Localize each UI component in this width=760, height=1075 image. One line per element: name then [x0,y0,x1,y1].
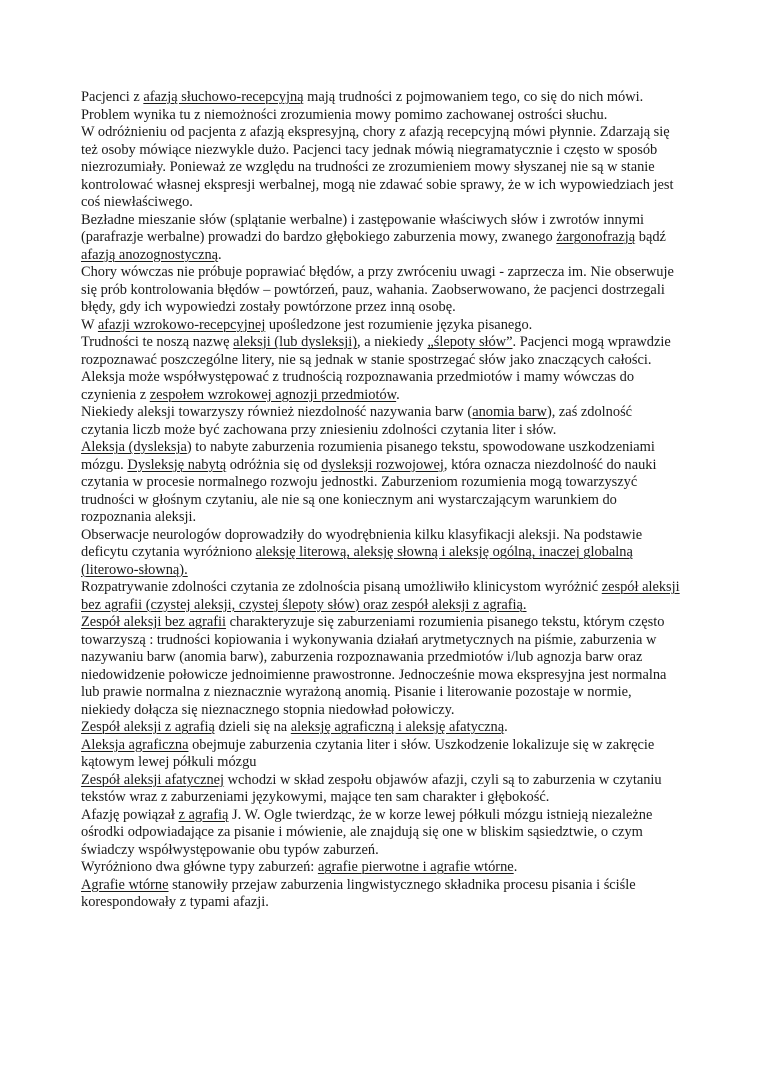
term-acquired-dyslexia: Dysleksję nabytą [127,456,227,473]
paragraph-agraphic-alexia: Aleksja agraficzna obejmuje zaburzenia czytania liter i słów. Uszkodzenie lokalizuje się w zakręcie kątowym lewej półkuli mózgu [81,736,655,770]
paragraph-alexia-agraphia-syndromes: Rozpatrywanie zdolności czytania ze zdolnościa pisaną umożliwiło klinicystom wyróżnić zespół aleksji bez agrafii (czystej aleksji, czystej ślepoty słów) oraz zespół aleksji z agrafią. [81,579,680,613]
term-aphasic-alexia: Zespół aleksji afatycznej [81,771,225,788]
term-color-anomia: anomia barw [472,404,547,420]
paragraph-receptive-vs-expressive: W odróżnieniu od pacjenta z afazją ekspresyjną, chory z afazją recepcyjną mówi płynnie. Zdarzają się też osoby mówiące niezwykle dużo. Pacjenci tacy jednak mówią niegramatycznie i często w sposób niezrozumiały. Ponieważ ze względu na trudności ze zrozumieniem mowy słyszanej nie są w stanie kontrolować własnej ekspresji werbalnej, mogą nie zdawać sobie sprawy, że w ich wypowiedziach jest coś niewłaściwego. [81,124,674,210]
term-alexia-without-agraphia: Zespół aleksji bez agrafii [81,614,227,630]
paragraph-ogle: Afazję powiązał z agrafią J. W. Ogle twierdząc, że w korze lewej półkuli mózgu istnieją niezależne ośrodki odpowiadające za pisanie i mówienie, ale znajdują się one w bliskim sąsiedztwie, o czym świadczy współwystępowanie obu typów zaburzeń. [81,806,653,858]
paragraph-alexia-definition: Trudności te noszą nazwę aleksji (lub dysleksji), a niekiedy „ślepoty słów”. Pacjenci mogą wprawdzie rozpoznawać poszczególne litery, nie są jednak w stanie spostrzegać słów jako znaczących całości. [81,334,671,368]
term-secondary-agraphia: Agrafie wtórne [81,876,169,893]
term-alexia-with-agraphia: Zespół aleksji z agrafią [81,719,215,735]
term-visual-object-agnosia: zespołem wzrokowej agnozji przedmiotów [149,386,397,403]
paragraph-secondary-agraphia: Agrafie wtórne stanowiły przejaw zaburzenia lingwistycznego składnika procesu pisania i ściśle korespondowały z typami afazji. [81,876,636,910]
term-word-blindness: „ślepoty słów” [427,334,513,350]
document-page [81,89,681,912]
term-anosognosic-aphasia: afazją anozognostyczną [81,246,219,263]
term-primary-secondary-agraphia: agrafie pierwotne i agrafie wtórne [317,859,514,875]
term-agraphic-alexia: Aleksja agraficzna [81,736,189,753]
term-alexia-dyslexia-2: Aleksja (dysleksja [81,439,187,455]
paragraph-acquired-dyslexia: Aleksja (dysleksja) to nabyte zaburzenia rozumienia pisanego tekstu, spowodowane uszkodzeniami mózgu. Dysleksję nabytą odróżnia się od dysleksji rozwojowej, która oznacza niezdolność do nauki czytania w procesie normalnego rozwoju jednostki. Zaburzeniom rozumienia mogą towarzyszyć trudności w głośnym czytaniu, ale nie są one koniecznym ani wystarczającym warunkiem do rozpoznania aleksji. [81,439,657,525]
paragraph-alexia-with-agraphia: Zespół aleksji z agrafią dzieli się na aleksję agraficzną i aleksję afatyczną. [81,719,508,735]
term-alexia-syndromes: zespół aleksji bez agrafii (czystej aleksji, czystej ślepoty słów) oraz zespół aleksji z agrafią. [81,579,680,613]
term-visual-receptive-aphasia: afazji wzrokowo-recepcyjnej [97,316,266,333]
paragraph-alexia-without-agraphia: Zespół aleksji bez agrafii charakteryzuje się zaburzeniami rozumienia pisanego tekstu, którym często towarzyszą : trudności kopiowania i wykonywania działań arytmetycznych na piśmie, zaburzenia w nazywaniu barw (anomia barw), zaburzenia rozpoznawania przedmiotów i/lub agnozja barw oraz niedowidzenie połowicze jednoimienne prawostronne. Jednocześnie mowa ekspresyjna jest normalna lub prawie normalna z nieznacznie wyrażoną anomią. Pisanie i literowanie pozostaje w normie, niekiedy dołącza się nieznacznego stopnia niedowład połowiczy. [81,614,667,718]
term-agraphic-aphasic-alexia: aleksję agraficzną i aleksję afatyczną [290,719,505,735]
paragraph-agraphia-types: Wyróżniono dwa główne typy zaburzeń: agrafie pierwotne i agrafie wtórne. [81,859,518,875]
term-alexia-types: aleksję literową, aleksję słowną i aleksję ogólną, inaczej globalną (literowo-słowną). [81,544,633,578]
paragraph-alexia-classification: Obserwacje neurologów doprowadziły do wyodrębnienia kilku klasyfikacji aleksji. Na podstawie deficytu czytania wyróżniono aleksję literową, aleksję słowną i aleksję ogólną, inaczej globalną (literowo-słowną). [81,526,643,578]
paragraph-jargon-aphasia: Bezładne mieszanie słów (splątanie werbalne) i zastępowanie właściwych słów i zwrotów innymi (parafrazje werbalne) prowadzi do bardzo głębokiego zaburzenia mowy, zwanego żargonofrazją bądź afazją anozognostyczną. [81,211,666,263]
paragraph-visual-agnosia: Aleksja może współwystępować z trudnością rozpoznawania przedmiotów i mamy wówczas do czynienia z zespołem wzrokowej agnozji przedmiotów. [81,369,635,403]
term-auditory-receptive-aphasia: afazją słuchowo-recepcyjną [143,89,304,105]
paragraph-color-anomia: Niekiedy aleksji towarzyszy również niezdolność nazywania barw (anomia barw), zaś zdolność czytania liczb może być zachowana przy zniesieniu zdolności czytania liter i słów. [81,404,633,438]
term-jargonaphasia: żargonofrazją [556,229,636,245]
term-with-agraphia: z agrafią [178,806,229,823]
paragraph-error-denial: Chory wówczas nie próbuje poprawiać błędów, a przy zwróceniu uwagi - zaprzecza im. Nie obserwuje się prób kontrolowania błędów – powtórzeń, pauz, wahania. Zaobserwowano, że pacjenci dostrzegali błędy, gdy ich wypowiedzi zostały powtórzone przez inną osobę. [81,264,674,315]
term-developmental-dyslexia: dysleksji rozwojowej [321,456,444,473]
paragraph-auditory-receptive-aphasia: Pacjenci z afazją słuchowo-recepcyjną mają trudności z pojmowaniem tego, co się do nich mówi. Problem wynika tu z niemożności zrozumienia mowy pomimo zachowanej ostrości słuchu. [81,89,644,123]
paragraph-visual-receptive-aphasia: W afazji wzrokowo-recepcyjnej upośledzone jest rozumienie języka pisanego. [81,316,533,333]
paragraph-aphasic-alexia: Zespół aleksji afatycznej wchodzi w skład zespołu objawów afazji, czyli są to zaburzenia w czytaniu tekstów wraz z zaburzeniami językowymi, mające ten sam charakter i głębokość. [81,771,662,805]
term-alexia-dyslexia: aleksji (lub dysleksji) [233,334,358,350]
